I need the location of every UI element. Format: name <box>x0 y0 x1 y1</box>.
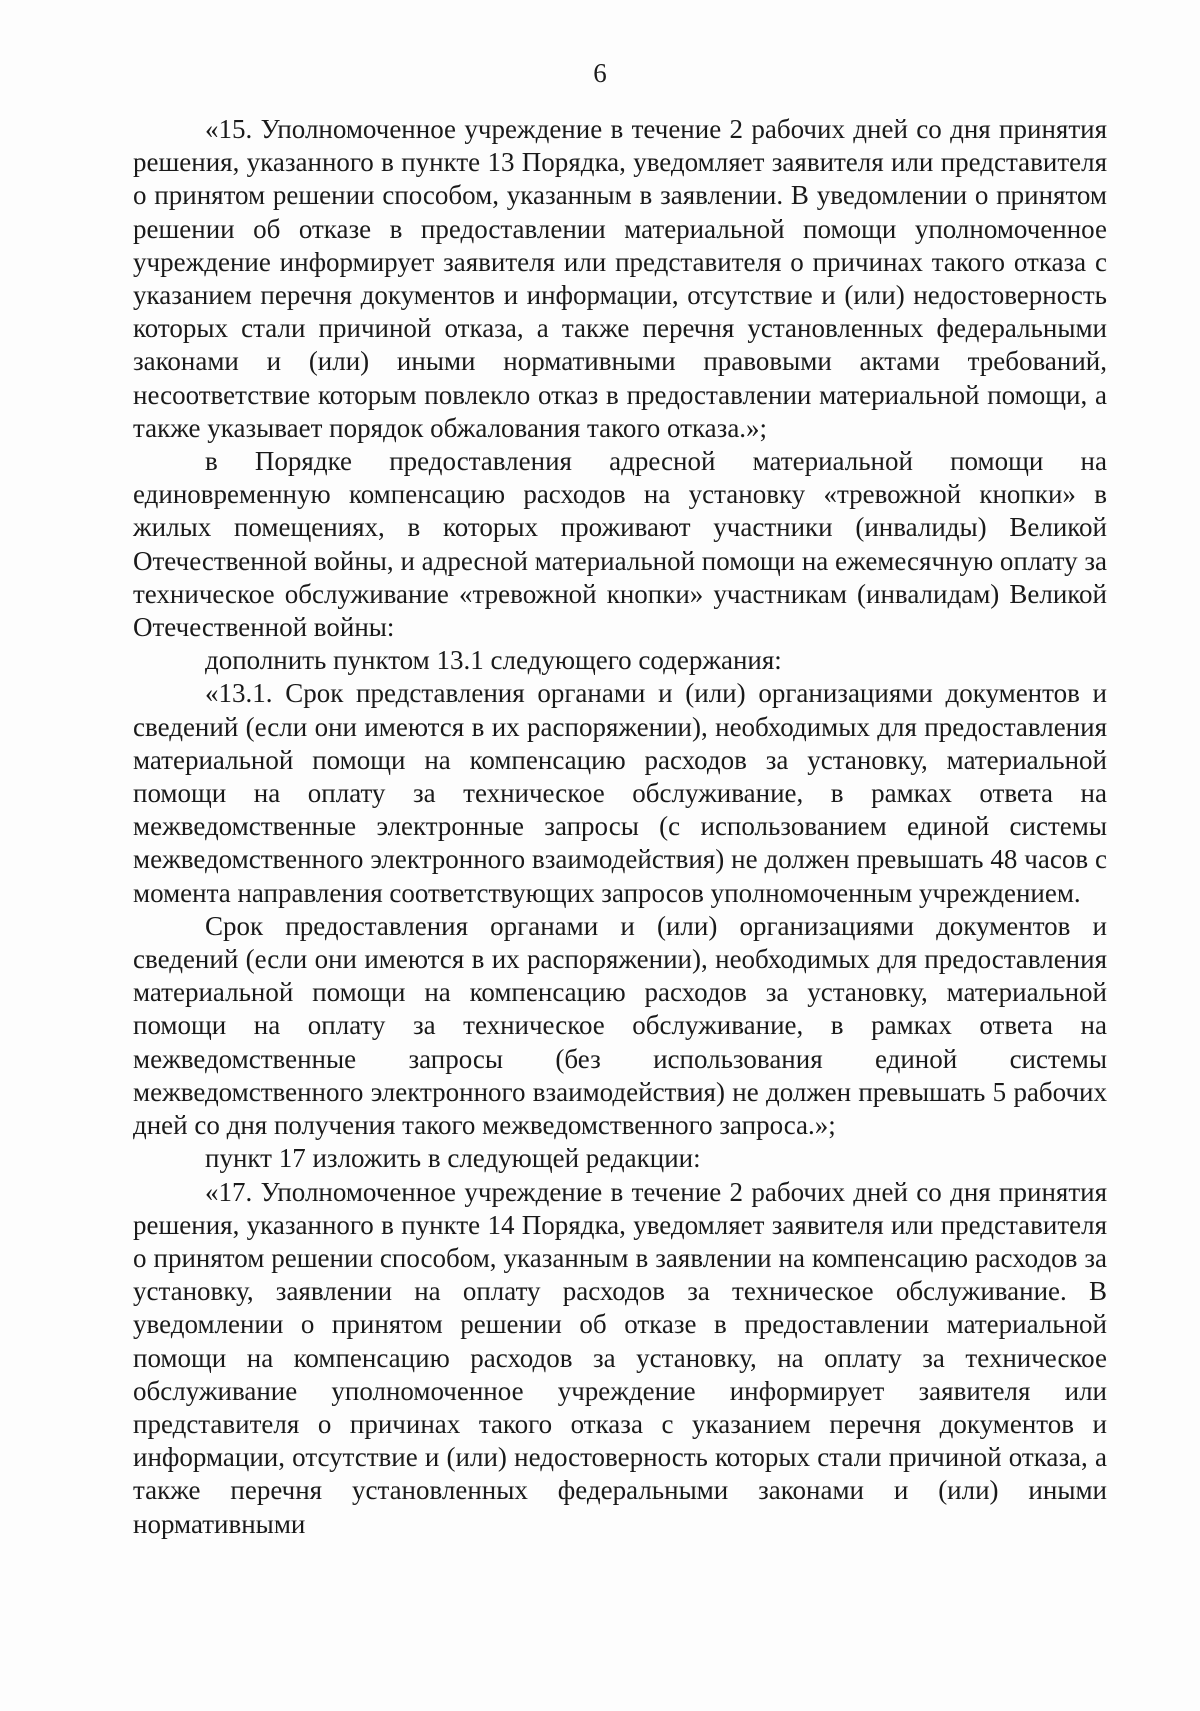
paragraph-term-non-electronic: Срок предоставления органами и (или) организациями документов и сведений (если они имеются в их распоряжении), необходимых для предоставления материальной помощи на компенсацию расходов за установку, материальной помощи на оплату за техническое обслуживание, в рамках ответа на межведомственные запросы (без использования единой системы межведомственного электронного взаимодействия) не должен превышать 5 рабочих дней со дня получения такого межведомственного запроса.»; <box>133 910 1107 1141</box>
paragraph-item-15: «15. Уполномоченное учреждение в течение 2 рабочих дней со дня принятия решения, указанного в пункте 13 Порядка, уведомляет заявителя или представителя о принятом решении способом, указанным в заявлении. В уведомлении о принятом решении об отказе в предоставлении материальной помощи уполномоченное учреждение информирует заявителя или представителя о причинах такого отказа с указанием перечня документов и информации, отсутствие и (или) недостоверность которых стали причиной отказа, а также перечня установленных федеральными законами и (или) иными нормативными правовыми актами требований, несоответствие которым повлекло отказ в предоставлении материальной помощи, а также указывает порядок обжалования такого отказа.»; <box>133 114 1107 443</box>
paragraph-item-17-intro: пункт 17 изложить в следующей редакции: <box>205 1143 701 1174</box>
paragraph-add-13-1: дополнить пунктом 13.1 следующего содержания: <box>205 645 782 676</box>
paragraph-item-13-1: «13.1. Срок представления органами и (или) организациями документов и сведений (если они имеются в их распоряжении), необходимых для предоставления материальной помощи на компенсацию расходов за установку, материальной помощи на оплату за техническое обслуживание, в рамках ответа на межведомственные электронные запросы (с использованием единой системы межведомственного электронного взаимодействия) не должен превышать 48 часов с момента направления соответствующих запросов уполномоченным учреждением. <box>133 678 1107 908</box>
page-number: 6 <box>593 58 607 88</box>
document-body <box>133 113 1107 1541</box>
paragraph-procedure-intro: в Порядке предоставления адресной материальной помощи на единовременную компенсацию расходов на установку «тревожной кнопки» в жилых помещениях, в которых проживают участники (инвалиды) Великой Отечественной войны, и адресной материальной помощи на ежемесячную оплату за техническое обслуживание «тревожной кнопки» участникам (инвалидам) Великой Отечественной войны: <box>133 446 1107 643</box>
paragraph-item-17: «17. Уполномоченное учреждение в течение 2 рабочих дней со дня принятия решения, указанного в пункте 14 Порядка, уведомляет заявителя или представителя о принятом решении способом, указанным в заявлении на компенсацию расходов за установку, заявлении на оплату расходов за техническое обслуживание. В уведомлении о принятом решении об отказе в предоставлении материальной помощи на компенсацию расходов за установку, на оплату за техническое обслуживание уполномоченное учреждение информирует заявителя или представителя о причинах такого отказа с указанием перечня документов и информации, отсутствие и (или) недостоверность которых стали причиной отказа, а также перечня установленных федеральными законами и (или) иными нормативными <box>133 1176 1107 1539</box>
